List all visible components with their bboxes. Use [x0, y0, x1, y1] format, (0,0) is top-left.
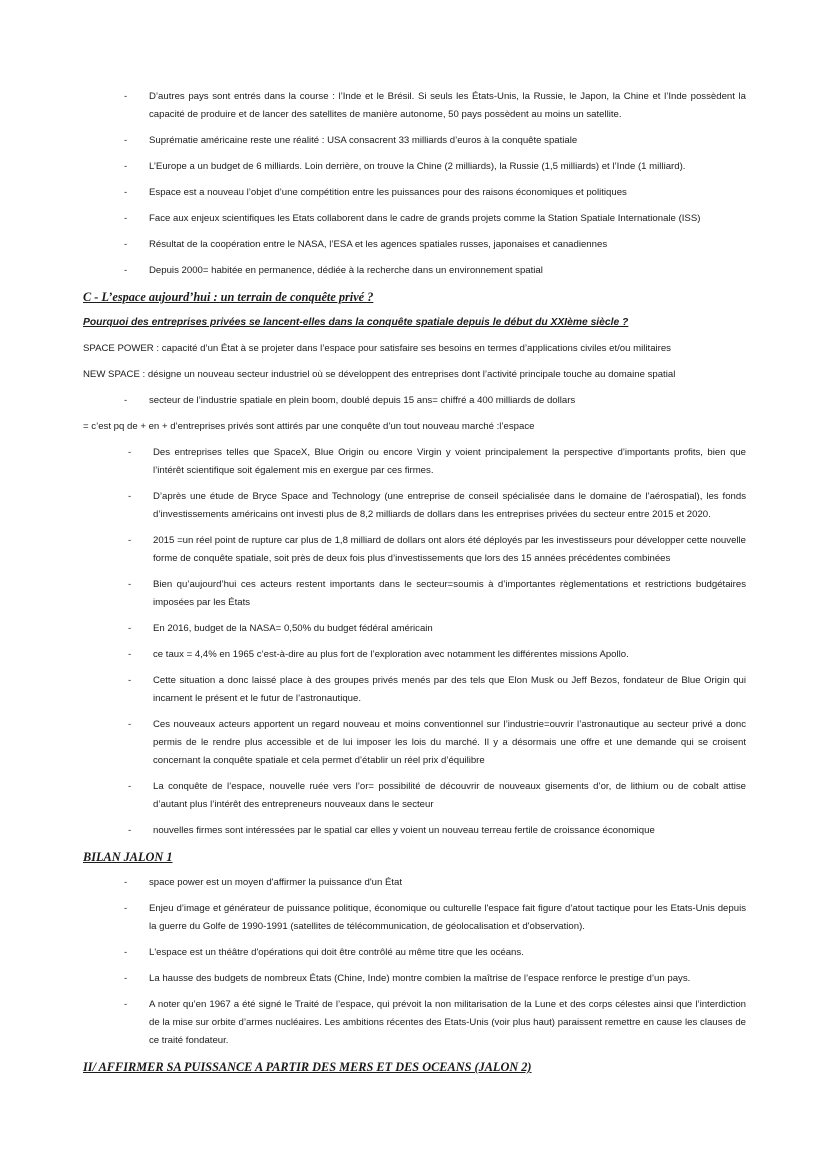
list-item: - Suprématie américaine reste une réalité : USA consacrent 33 milliards d’euros à la conquête spatiale — [83, 132, 746, 150]
list-item: - ce taux = 4,4% en 1965 c’est-à-dire au plus fort de l’exploration avec notamment les différentes missions Apollo. — [83, 646, 746, 664]
list-item: - 2015 =un réel point de rupture car plus de 1,8 milliard de dollars ont alors été déployés par les investisseurs pour développer cette nouvelle forme de conquête spatiale, soit près de deux fois plus d’investissements que lors des 15 années précédentes combinées — [83, 532, 746, 568]
list-item: - Depuis 2000= habitée en permanence, dédiée à la recherche dans un environnement spatial — [83, 262, 746, 280]
bullet-list-secteur — [83, 392, 746, 410]
list-item: - Enjeu d’image et générateur de puissance politique, économique ou culturelle l'espace fait figure d’atout tactique pour les Etats-Unis depuis la guerre du Golfe de 1990-1991 (satellites de télécommunication, de géolocalisation et d'observation). — [83, 900, 746, 936]
list-item: - L'espace est un théâtre d'opérations qui doit être contrôlé au même titre que les océans. — [83, 944, 746, 962]
bullet-list-space-race — [83, 88, 746, 280]
list-item: - A noter qu’en 1967 a été signé le Traité de l’espace, qui prévoit la non militarisation de la Lune et des corps célestes ainsi que l’interdiction de la mise sur orbite d’armes nucléaires. Les ambitions récentes des Etats-Unis (voir plus haut) paraissent remettre en cause les clauses de ce traité fondateur. — [83, 996, 746, 1050]
list-item: - En 2016, budget de la NASA= 0,50% du budget fédéral américain — [83, 620, 746, 638]
question-heading-text: Pourquoi des entreprises privées se lancent-elles dans la conquête spatiale depuis le début du XXIème siècle ? — [83, 317, 629, 328]
section-heading-c-text: C - L’espace aujourd’hui : un terrain de conquête privé ? — [83, 290, 374, 304]
list-item: - L’Europe a un budget de 6 milliards. Loin derrière, on trouve la Chine (2 milliards), la Russie (1,5 milliards) et l’Inde (1 milliard). — [83, 158, 746, 176]
bullet-list-bilan — [83, 874, 746, 1050]
list-item: - Face aux enjeux scientifiques les Etats collaborent dans le cadre de grands projets comme la Station Spatiale Internationale (ISS) — [83, 210, 746, 228]
list-item: - Espace est a nouveau l’objet d’une compétition entre les puissances pour des raisons économiques et politiques — [83, 184, 746, 202]
section-heading-c — [83, 288, 746, 306]
section-heading-ii-text: II/ AFFIRMER SA PUISSANCE A PARTIR DES MERS ET DES OCEANS (JALON 2) — [83, 1060, 532, 1074]
list-item: - D’après une étude de Bryce Space and Technology (une entreprise de conseil spécialisée dans le domaine de l’aérospatial), les fonds d’investissements américains ont investi plus de 8,2 milliards de dollars dans les entreprises privées du secteur entre 2015 et 2020. — [83, 488, 746, 524]
bilan-heading-text: BILAN JALON 1 — [83, 850, 173, 864]
list-item: - space power est un moyen d'affirmer la puissance d'un État — [83, 874, 746, 892]
list-item: - La conquête de l’espace, nouvelle ruée vers l’or= possibilité de découvrir de nouveaux gisements d’or, de lithium ou de cobalt attise d’autant plus l’intérêt des entrepreneurs nouveaux dans le secteur — [83, 778, 746, 814]
list-item: - Des entreprises telles que SpaceX, Blue Origin ou encore Virgin y voient principalement la perspective d’importants profits, bien que l’intérêt scientifique soit également mis en exergue par ces firmes. — [83, 444, 746, 480]
paragraph-new-space: NEW SPACE : désigne un nouveau secteur industriel où se développent des entreprises dont l’activité principale touche au domaine spatial — [83, 369, 676, 380]
list-item: - secteur de l’industrie spatiale en plein boom, doublé depuis 15 ans= chiffré a 400 milliards de dollars — [83, 392, 746, 410]
list-item: - nouvelles firmes sont intéressées par le spatial car elles y voient un nouveau terreau fertile de croissance économique — [83, 822, 746, 840]
list-item: - Cette situation a donc laissé place à des groupes privés menés par des tels que Elon Musk ou Jeff Bezos, fondateur de Blue Origin qui incarnent le présent et le futur de l’astronautique. — [83, 672, 746, 708]
paragraph-cest-pq: = c’est pq de + en + d’entreprises privés sont attirés par une conquête d’un tout nouveau marché :l’espace — [83, 421, 535, 432]
list-item: - Ces nouveaux acteurs apportent un regard nouveau et moins conventionnel sur l’industrie=ouvrir l’astronautique au secteur privé a donc permis de le rendre plus accessible et de lui imposer les lois du marché. Il y a désormais une offre et une demande qui se croisent concernant la conquête spatiale et cela permet d’établir un réel prix d’équilibre — [83, 716, 746, 770]
paragraph-space-power: SPACE POWER : capacité d’un État à se projeter dans l’espace pour satisfaire ses besoins en termes d’applications civiles et/ou militaires — [83, 343, 671, 354]
bilan-heading — [83, 848, 746, 866]
list-item: - Bien qu’aujourd’hui ces acteurs restent importants dans le secteur=soumis à d’importantes règlementations et restrictions budgétaires imposées par les États — [83, 576, 746, 612]
list-item: - D’autres pays sont entrés dans la course : l’Inde et le Brésil. Si seuls les États-Unis, la Russie, le Japon, la Chine et l’Inde possèdent la capacité de produire et de lancer des satellites de manière autonome, 50 pays possèdent au moins un satellite. — [83, 88, 746, 124]
list-item: - Résultat de la coopération entre le NASA, l’ESA et les agences spatiales russes, japonaises et canadiennes — [83, 236, 746, 254]
question-heading — [83, 314, 746, 332]
bullet-list-new-space — [83, 444, 746, 840]
section-heading-ii — [83, 1058, 746, 1076]
list-item: - La hausse des budgets de nombreux États (Chine, Inde) montre combien la maîtrise de l’espace renforce le prestige d’un pays. — [83, 970, 746, 988]
